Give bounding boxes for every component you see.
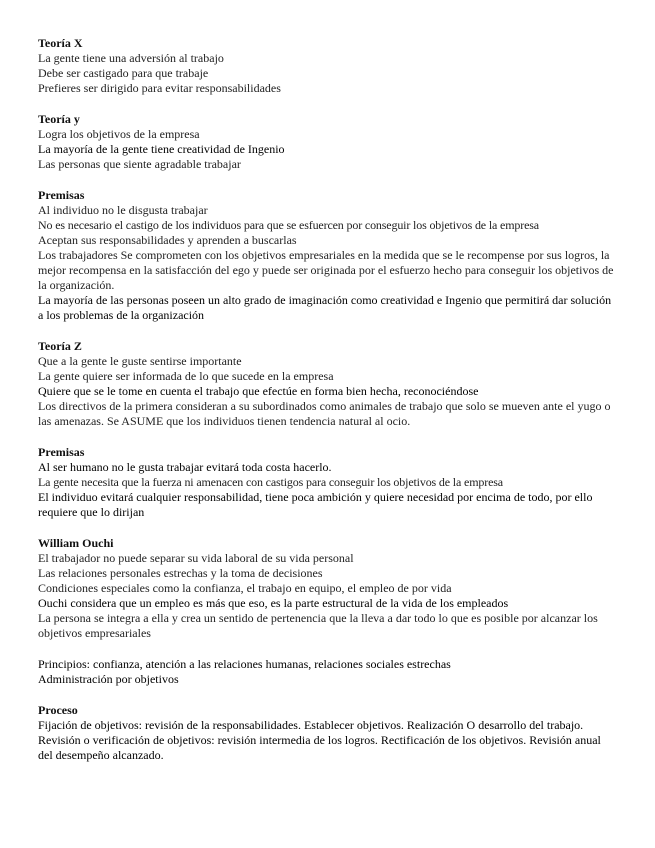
section-premisas-2	[38, 445, 618, 520]
text-line: El trabajador no puede separar su vida laboral de su vida personal	[38, 551, 354, 565]
section-principios	[38, 657, 618, 687]
text-line: La persona se integra a ella y crea un sentido de pertenencia que la lleva a dar todo lo que es posible por alcanzar los objetivos empresariales	[38, 611, 598, 640]
text-line: Prefieres ser dirigido para evitar responsabilidades	[38, 81, 281, 95]
document-page	[38, 36, 618, 779]
text-line: Revisión o verificación de objetivos: revisión intermedia de los logros. Rectificación de los objetivos. Revisión anual del desempeño alcanzado.	[38, 733, 601, 762]
section-heading: Premisas	[38, 188, 85, 202]
text-line: Al ser humano no le gusta trabajar evitará toda costa hacerlo.	[38, 460, 332, 474]
text-line: Fijación de objetivos: revisión de la responsabilidades. Establecer objetivos. Realización O desarrollo del trabajo.	[38, 718, 584, 732]
text-line: Principios: confianza, atención a las relaciones humanas, relaciones sociales estrechas	[38, 657, 451, 671]
section-proceso	[38, 703, 618, 763]
section-heading: Premisas	[38, 445, 85, 459]
section-teoria-y	[38, 112, 618, 172]
section-heading: Teoría X	[38, 36, 83, 50]
text-line: El individuo evitará cualquier responsabilidad, tiene poca ambición y quiere necesidad por encima de todo, por ello requiere que lo dirijan	[38, 490, 593, 519]
section-william-ouchi	[38, 536, 618, 641]
section-heading: William Ouchi	[38, 536, 114, 550]
text-line: Aceptan sus responsabilidades y aprenden a buscarlas	[38, 233, 297, 247]
text-line: Debe ser castigado para que trabaje	[38, 66, 209, 80]
text-line: Las personas que siente agradable trabajar	[38, 157, 241, 171]
text-line: Quiere que se le tome en cuenta el trabajo que efectúe en forma bien hecha, reconociéndose	[38, 384, 479, 398]
section-premisas-1	[38, 188, 618, 323]
text-line: Los directivos de la primera consideran a su subordinados como animales de trabajo que solo se mueven ante el yugo o las amenazas. Se ASUME que los individuos tienen tendencia natural al ocio.	[38, 399, 611, 428]
text-line: Que a la gente le guste sentirse importante	[38, 354, 242, 368]
text-line: La gente quiere ser informada de lo que sucede en la empresa	[38, 369, 334, 383]
section-heading: Proceso	[38, 703, 78, 717]
text-line: La gente necesita que la fuerza ni amenacen con castigos para conseguir los objetivos de la empresa	[38, 475, 503, 489]
text-line: La mayoría de la gente tiene creatividad de Ingenio	[38, 142, 285, 156]
text-line: Condiciones especiales como la confianza, el trabajo en equipo, el empleo de por vida	[38, 581, 452, 595]
text-line: Al individuo no le disgusta trabajar	[38, 203, 208, 217]
text-line: La gente tiene una adversión al trabajo	[38, 51, 224, 65]
text-line: Los trabajadores Se comprometen con los objetivos empresariales en la medida que se le recompense por sus logros, la mejor recompensa en la satisfacción del ego y puede ser originada por el esfuerzo hecho para conseguir los objetivos de la organización.	[38, 248, 614, 292]
section-heading: Teoría Z	[38, 339, 82, 353]
text-line: Logra los objetivos de la empresa	[38, 127, 200, 141]
text-line: Ouchi considera que un empleo es más que eso, es la parte estructural de la vida de los empleados	[38, 596, 509, 610]
section-teoria-x	[38, 36, 618, 96]
section-heading: Teoría y	[38, 112, 80, 126]
text-line: No es necesario el castigo de los individuos para que se esfuercen por conseguir los objetivos de la empresa	[38, 218, 539, 232]
text-line: Administración por objetivos	[38, 672, 179, 686]
text-line: La mayoría de las personas poseen un alto grado de imaginación como creatividad e Ingenio que permitirá dar solución a los problemas de la organización	[38, 293, 612, 322]
section-teoria-z	[38, 339, 618, 429]
text-line: Las relaciones personales estrechas y la toma de decisiones	[38, 566, 323, 580]
